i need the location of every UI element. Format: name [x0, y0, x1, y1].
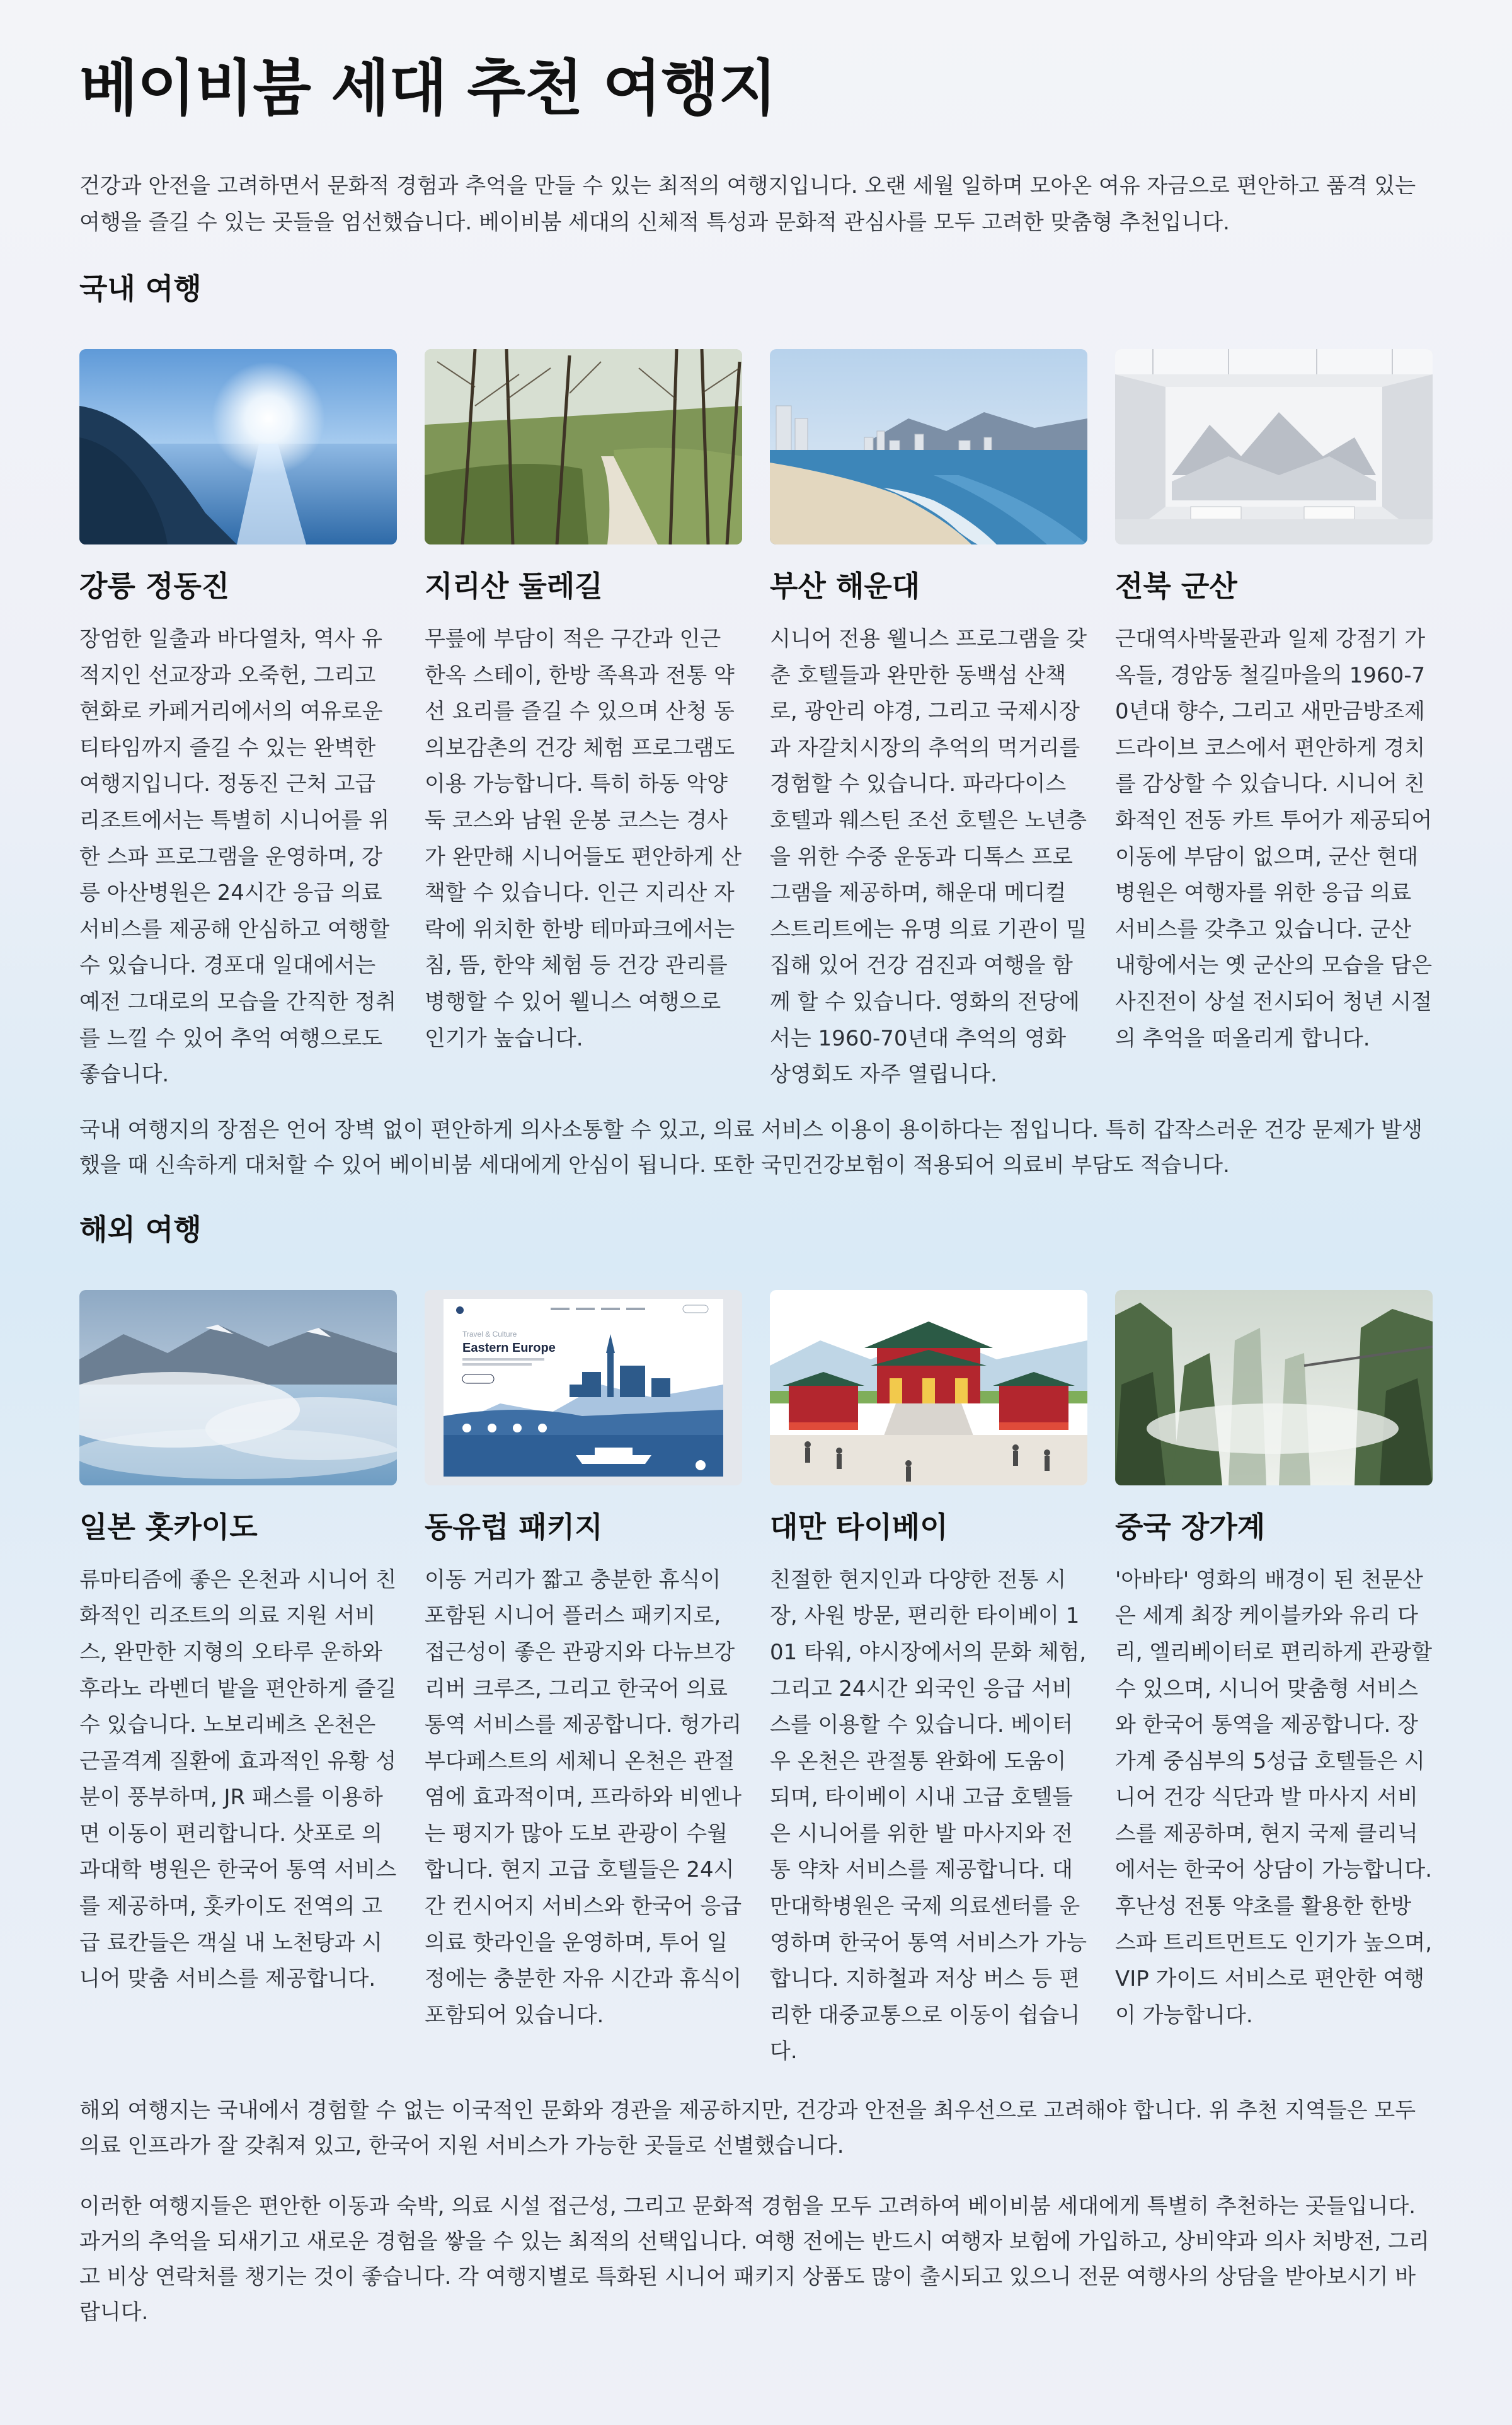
- card-description: 시니어 전용 웰니스 프로그램을 갖춘 호텔들과 완만한 동백섬 산책로, 광안리 야경, 그리고 국제시장과 자갈치시장의 추억의 먹거리를 경험할 수 있습니다. 파라다이스 호텔과 웨스틴 조선 호텔은 노년층을 위한 수중 운동과 디톡스 프로그램을 제공하며, 해운대 메디컬 스트리트에는 유명 의료 기관이 밀집해 있어 건강 검진과 여행을 함께 할 수 있습니다. 영화의 전당에서는 1960-70년대 추억의 영화 상영회도 자주 열립니다.: [770, 626, 1087, 1088]
- card-description: 장엄한 일출과 바다열차, 역사 유적지인 선교장과 오죽헌, 그리고 현화로 카페거리에서의 여유로운 티타임까지 즐길 수 있는 완벽한 여행지입니다. 정동진 근처 고급 리조트에서는 특별히 시니어를 위한 스파 프로그램을 운영하며, 강릉 아산병원은 24시간 응급 의료 서비스를 제공해 안심하고 여행할 수 있습니다. 경포대 일대에서는 예전 그대로의 모습을 간직한 정취를 느낄 수 있어 추억 여행으로도 좋습니다.: [79, 626, 397, 1088]
- intro-paragraph: 건강과 안전을 고려하면서 문화적 경험과 추억을 만들 수 있는 최적의 여행지입니다. 오랜 세월 일하며 모아온 여유 자금으로 편안하고 품격 있는 여행을 즐길 수 있는 곳들을 엄선했습니다. 베이비붐 세대의 신체적 특성과 문화적 관심사를 모두 고려한 맞춤형 추천입니다.: [79, 173, 1416, 235]
- haeundae-beach-image: [770, 349, 1087, 544]
- jirisan-trail-image: [425, 349, 742, 544]
- eastern-europe-brochure-image: [425, 1290, 742, 1485]
- card-description: 근대역사박물관과 일제 강점기 가옥들, 경암동 철길마을의 1960-70년대 향수, 그리고 새만금방조제 드라이브 코스에서 편안하게 경치를 감상할 수 있습니다. 시니어 친화적인 전동 카트 투어가 제공되어 이동에 부담이 없으며, 군산 현대병원은 여행자를 위한 응급 의료 서비스를 갖추고 있습니다. 군산 내항에서는 옛 군산의 모습을 담은 사진전이 상설 전시되어 청년 시절의 추억을 떠올리게 합니다.: [1115, 626, 1433, 1051]
- card-eastern-europe: [425, 1290, 742, 2070]
- brochure-heading: Eastern Europe: [462, 1340, 556, 1355]
- hokkaido-onsen-image: [79, 1290, 397, 1485]
- card-jirisan: [425, 349, 742, 1093]
- card-title: 전북 군산: [1115, 569, 1237, 603]
- overseas-note: 해외 여행지는 국내에서 경험할 수 없는 이국적인 문화와 경관을 제공하지만, 건강과 안전을 최우선으로 고려해야 합니다. 위 추천 지역들은 모두 의료 인프라가 잘 갖춰져 있고, 한국어 지원 서비스가 가능한 곳들로 선별했습니다.: [79, 2098, 1416, 2159]
- card-description: 이동 거리가 짧고 충분한 휴식이 포함된 시니어 플러스 패키지로, 접근성이 좋은 관광지와 다뉴브강 리버 크루즈, 그리고 한국어 의료 통역 서비스를 제공합니다. 헝가리 부다페스트의 세체니 온천은 관절염에 효과적이며, 프라하와 비엔나는 평지가 많아 도보 관광이 수월합니다. 현지 고급 호텔들은 24시간 컨시어지 서비스와 한국어 응급 의료 핫라인을 운영하며, 투어 일정에는 충분한 자유 시간과 휴식이 포함되어 있습니다.: [425, 1567, 742, 2028]
- card-zhangjiajie: [1115, 1290, 1433, 2070]
- card-gangneung: [79, 349, 397, 1093]
- conclusion-paragraph: 이러한 여행지들은 편안한 이동과 숙박, 의료 시설 접근성, 그리고 문화적 경험을 모두 고려하여 베이비붐 세대에게 특별히 추천하는 곳들입니다. 과거의 추억을 되새기고 새로운 경험을 쌓을 수 있는 최적의 선택입니다. 여행 전에는 반드시 여행자 보험에 가입하고, 상비약과 의사 처방전, 그리고 비상 연락처를 챙기는 것이 좋습니다. 각 여행지별로 특화된 시니어 패키지 상품도 많이 출시되고 있으니 전문 여행사의 상담을 받아보시기 바랍니다.: [79, 2194, 1429, 2325]
- domestic-heading: 국내 여행: [79, 272, 202, 306]
- card-title: 동유럽 패키지: [425, 1509, 603, 1544]
- taipei-temple-image: [770, 1290, 1087, 1485]
- zhangjiajie-mountains-image: [1115, 1290, 1433, 1485]
- page-title: 베이비붐 세대 추천 여행지: [79, 53, 777, 124]
- domestic-grid: [79, 349, 1433, 1093]
- card-description: 친절한 현지인과 다양한 전통 시장, 사원 방문, 편리한 타이베이 101 타워, 야시장에서의 문화 체험, 그리고 24시간 외국인 응급 서비스를 이용할 수 있습니다. 베이터우 온천은 관절통 완화에 도움이 되며, 타이베이 시내 고급 호텔들은 시니어를 위한 발 마사지와 전통 약차 서비스를 제공합니다. 대만대학병원은 국제 의료센터를 운영하며 한국어 통역 서비스가 가능합니다. 지하철과 저상 버스 등 편리한 대중교통으로 이동이 쉽습니다.: [770, 1567, 1087, 2065]
- card-description: 무릎에 부담이 적은 구간과 인근 한옥 스테이, 한방 족욕과 전통 약선 요리를 즐길 수 있으며 산청 동의보감촌의 건강 체험 프로그램도 이용 가능합니다. 특히 하동 악양둑 코스와 남원 운봉 코스는 경사가 완만해 시니어들도 편안하게 산책할 수 있습니다. 인근 지리산 자락에 위치한 한방 테마파크에서는 침, 뜸, 한약 체험 등 건강 관리를 병행할 수 있어 웰니스 여행으로 인기가 높습니다.: [425, 626, 742, 1051]
- overseas-grid: [79, 1290, 1433, 2070]
- card-gunsan: [1115, 349, 1433, 1093]
- card-taipei: [770, 1290, 1087, 2070]
- card-title: 대만 타이베이: [770, 1509, 948, 1544]
- card-title: 지리산 둘레길: [425, 569, 603, 603]
- card-title: 중국 장가계: [1115, 1509, 1266, 1544]
- card-haeundae: [770, 349, 1087, 1093]
- card-description: '아바타' 영화의 배경이 된 천문산은 세계 최장 케이블카와 유리 다리, 엘리베이터로 편리하게 관광할 수 있으며, 시니어 맞춤형 서비스와 한국어 통역을 제공합니다. 장가계 중심부의 5성급 호텔들은 시니어 건강 식단과 발 마사지 서비스를 제공하며, 현지 국제 클리닉에서는 한국어 상담이 가능합니다. 후난성 전통 약초를 활용한 한방 스파 트리트먼트도 인기가 높으며, VIP 가이드 서비스로 편안한 여행이 가능합니다.: [1115, 1567, 1433, 2028]
- gangneung-sunrise-image: [79, 349, 397, 544]
- card-title: 부산 해운대: [770, 569, 920, 603]
- gunsan-museum-image: [1115, 349, 1433, 544]
- card-hokkaido: [79, 1290, 397, 2070]
- overseas-heading: 해외 여행: [79, 1212, 202, 1247]
- card-title: 강릉 정동진: [79, 569, 230, 603]
- card-description: 류마티즘에 좋은 온천과 시니어 친화적인 리조트의 의료 지원 서비스, 완만한 지형의 오타루 운하와 후라노 라벤더 밭을 편안하게 즐길 수 있습니다. 노보리베츠 온천은 근골격계 질환에 효과적인 유황 성분이 풍부하며, JR 패스를 이용하면 이동이 편리합니다. 삿포로 의과대학 병원은 한국어 통역 서비스를 제공하며, 홋카이도 전역의 고급 료칸들은 객실 내 노천탕과 시니어 맞춤 서비스를 제공합니다.: [79, 1567, 397, 1992]
- card-title: 일본 홋카이도: [79, 1509, 258, 1544]
- domestic-note: 국내 여행지의 장점은 언어 장벽 없이 편안하게 의사소통할 수 있고, 의료 서비스 이용이 용이하다는 점입니다. 특히 갑작스러운 건강 문제가 발생했을 때 신속하게 대처할 수 있어 베이비붐 세대에게 안심이 됩니다. 또한 국민건강보험이 적용되어 의료비 부담도 적습니다.: [79, 1117, 1423, 1178]
- brochure-tagline: Travel & Culture: [462, 1329, 517, 1339]
